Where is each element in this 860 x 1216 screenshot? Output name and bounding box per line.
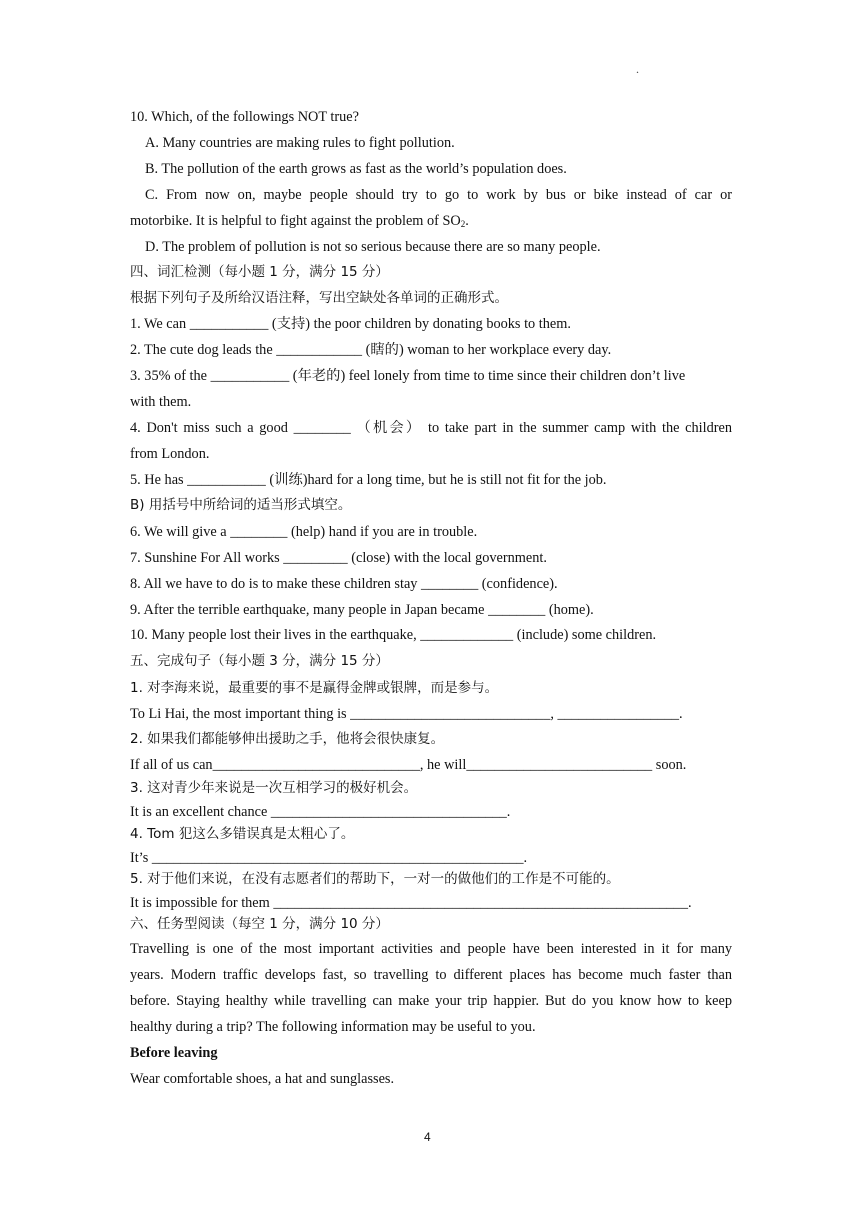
q10-c-subscript: 2 [460, 219, 466, 229]
section4-heading: 四、词汇检测（每小题 1 分，满分 15 分） [130, 264, 389, 280]
sentence-3-cn: 3. 这对青少年来说是一次互相学习的极好机会。 [130, 780, 418, 796]
reading-para-line1: Travelling is one of the most important activities and people have been interested in it for many [130, 941, 732, 957]
vocab-item-7: 7. Sunshine For All works _________ (close) with the local government. [130, 550, 547, 566]
reading-para-line2: years. Modern traffic develops fast, so travelling to different places has become much faster than [130, 967, 732, 983]
vocab-item-4: 4. Don't miss such a good ________ （机会） to take part in the summer camp with the children [130, 420, 732, 436]
q10-option-c-line1: C. From now on, maybe people should try to go to work by bus or bike instead of car or [145, 187, 732, 203]
q10-c-period: . [465, 213, 469, 229]
vocab-item-1: 1. We can ___________ (支持) the poor children by donating books to them. [130, 316, 571, 332]
q10-option-c-line2 [130, 212, 732, 230]
before-leaving-heading: Before leaving [130, 1045, 218, 1061]
sentence-2-en: If all of us can_____________________________, he will__________________________ soon. [130, 757, 687, 773]
q10-option-a: A. Many countries are making rules to fight pollution. [145, 135, 455, 151]
q10-c-text: motorbike. It is helpful to fight against the problem of SO [130, 213, 461, 229]
travel-tip: Wear comfortable shoes, a hat and sunglasses. [130, 1071, 395, 1087]
vocab-item-9: 9. After the terrible earthquake, many people in Japan became ________ (home). [130, 602, 594, 618]
vocab-item-6: 6. We will give a ________ (help) hand if you are in trouble. [130, 524, 478, 540]
sentence-5-cn: 5. 对于他们来说，在没有志愿者们的帮助下，一对一的做他们的工作是不可能的。 [130, 871, 620, 887]
sentence-5-en: It is impossible for them __________________________________________________________. [130, 895, 692, 911]
page-number: 4 [424, 1130, 431, 1144]
reading-para-line4: healthy during a trip? The following information may be useful to you. [130, 1019, 536, 1035]
sentence-4-en: It’s ____________________________________________________. [130, 850, 528, 866]
q10-option-b: B. The pollution of the earth grows as fast as the world’s population does. [145, 161, 567, 177]
section4-instruction: 根据下列句子及所给汉语注释，写出空缺处各单词的正确形式。 [130, 290, 508, 306]
vocab-item-8: 8. All we have to do is to make these children stay ________ (confidence). [130, 576, 558, 592]
header-mark: . [636, 62, 639, 76]
sentence-4-cn: 4. Tom 犯这么多错误真是太粗心了。 [130, 826, 355, 842]
section5-heading: 五、完成句子（每小题 3 分，满分 15 分） [130, 653, 389, 669]
section4-part-b: B) 用括号中所给词的适当形式填空。 [130, 497, 352, 513]
vocab-item-3: 3. 35% of the ___________ (年老的) feel lonely from time to time since their children don’t live [130, 368, 686, 384]
vocab-item-5: 5. He has ___________ (训练)hard for a long time, but he is still not fit for the job. [130, 472, 607, 488]
q10-stem: 10. Which, of the followings NOT true? [130, 109, 359, 125]
sentence-1-cn: 1. 对李海来说，最重要的事不是赢得金牌或银牌，而是参与。 [130, 680, 499, 696]
sentence-3-en: It is an excellent chance _________________________________. [130, 804, 511, 820]
vocab-item-10: 10. Many people lost their lives in the earthquake, _____________ (include) some children. [130, 627, 657, 643]
vocab-item-4-cont: from London. [130, 446, 210, 462]
vocab-item-2: 2. The cute dog leads the ____________ (瞎的) woman to her workplace every day. [130, 342, 612, 358]
section6-heading: 六、任务型阅读（每空 1 分，满分 10 分） [130, 916, 389, 932]
sentence-2-cn: 2. 如果我们都能够伸出援助之手，他将会很快康复。 [130, 731, 445, 747]
reading-para-line3: before. Staying healthy while travelling can make your trip happier. But do you know how to keep [130, 993, 732, 1009]
sentence-1-en: To Li Hai, the most important thing is ____________________________, _________________. [130, 706, 683, 722]
vocab-item-3-cont: with them. [130, 394, 192, 410]
q10-option-d: D. The problem of pollution is not so serious because there are so many people. [145, 239, 601, 255]
